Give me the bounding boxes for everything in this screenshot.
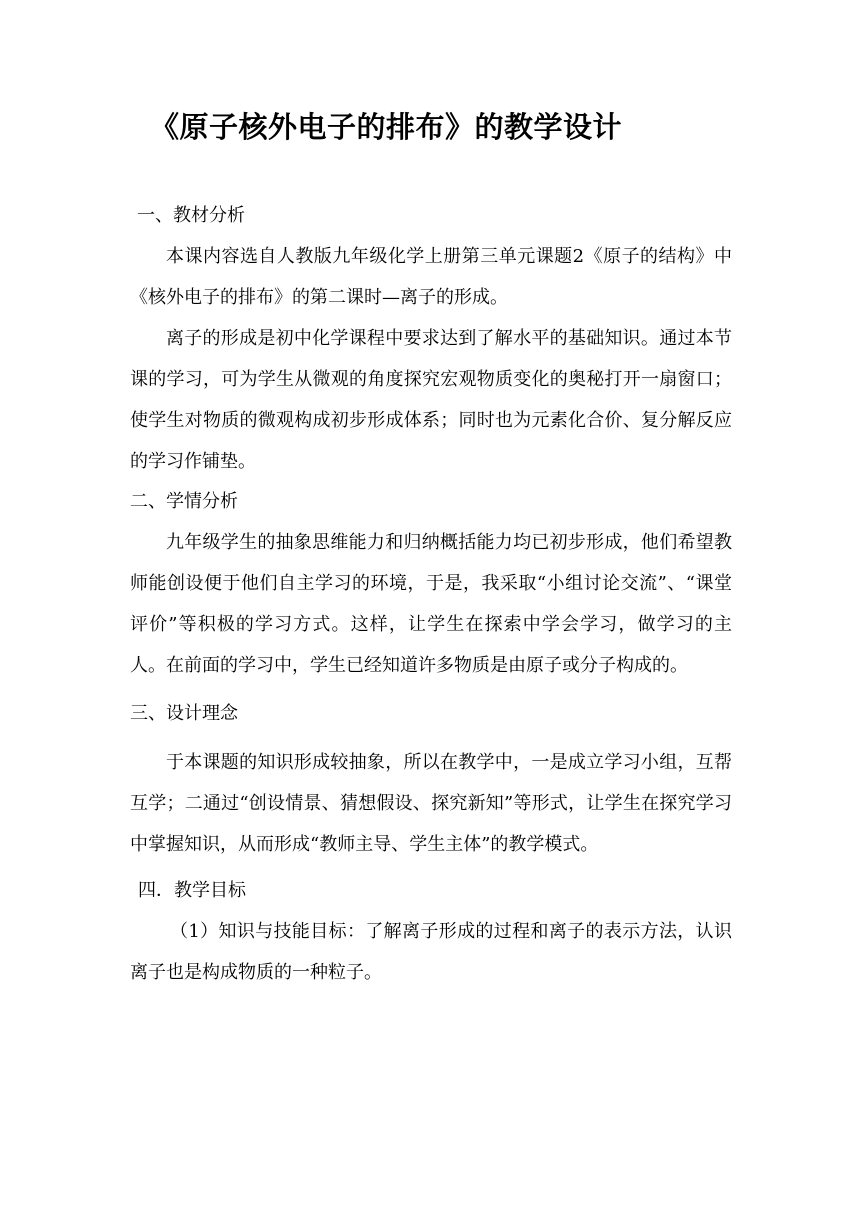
section-heading-design-concept: 三、设计理念	[130, 703, 238, 724]
paragraph-design-concept: 于本课题的知识形成较抽象，所以在教学中，一是成立学习小组，互帮互学；二通过“创设情景、猜想假设、探究新知”等形式，让学生在探究学习中掌握知识，从而形成“教师主导、学生主体”的教学模式。	[130, 752, 732, 855]
objective-item-knowledge-skills: （1）知识与技能目标：了解离子形成的过程和离子的表示方法，认识离子也是构成物质的一种粒子。	[130, 921, 732, 983]
paragraph-textbook-source: 本课内容选自人教版九年级化学上册第三单元课题2《原子的结构》中《核外电子的排布》的第二课时—离子的形成。	[130, 246, 732, 308]
paragraph-student-analysis: 九年级学生的抽象思维能力和归纳概括能力均已初步形成，他们希望教师能创设便于他们自主学习的环境，于是，我采取“小组讨论交流”、“课堂评价”等积极的学习方式。这样，让学生在探索中学会学习，做学习的主人。在前面的学习中，学生已经知道许多物质是由原子或分子构成的。	[130, 532, 732, 676]
document-title: 《原子核外电子的排布》的教学设计	[150, 110, 623, 144]
section-heading-student-analysis: 二、学情分析	[130, 491, 238, 512]
paragraph-ion-formation-importance: 离子的形成是初中化学课程中要求达到了解水平的基础知识。通过本节课的学习，可为学生从微观的角度探究宏观物质变化的奥秘打开一扇窗口；使学生对物质的微观构成初步形成体系；同时也为元素化合价、复分解反应的学习作铺垫。	[130, 328, 732, 472]
section-heading-teaching-objectives: 四．教学目标	[138, 880, 246, 901]
document-body	[130, 196, 732, 993]
section-heading-textbook-analysis: 一、教材分析	[137, 205, 245, 226]
